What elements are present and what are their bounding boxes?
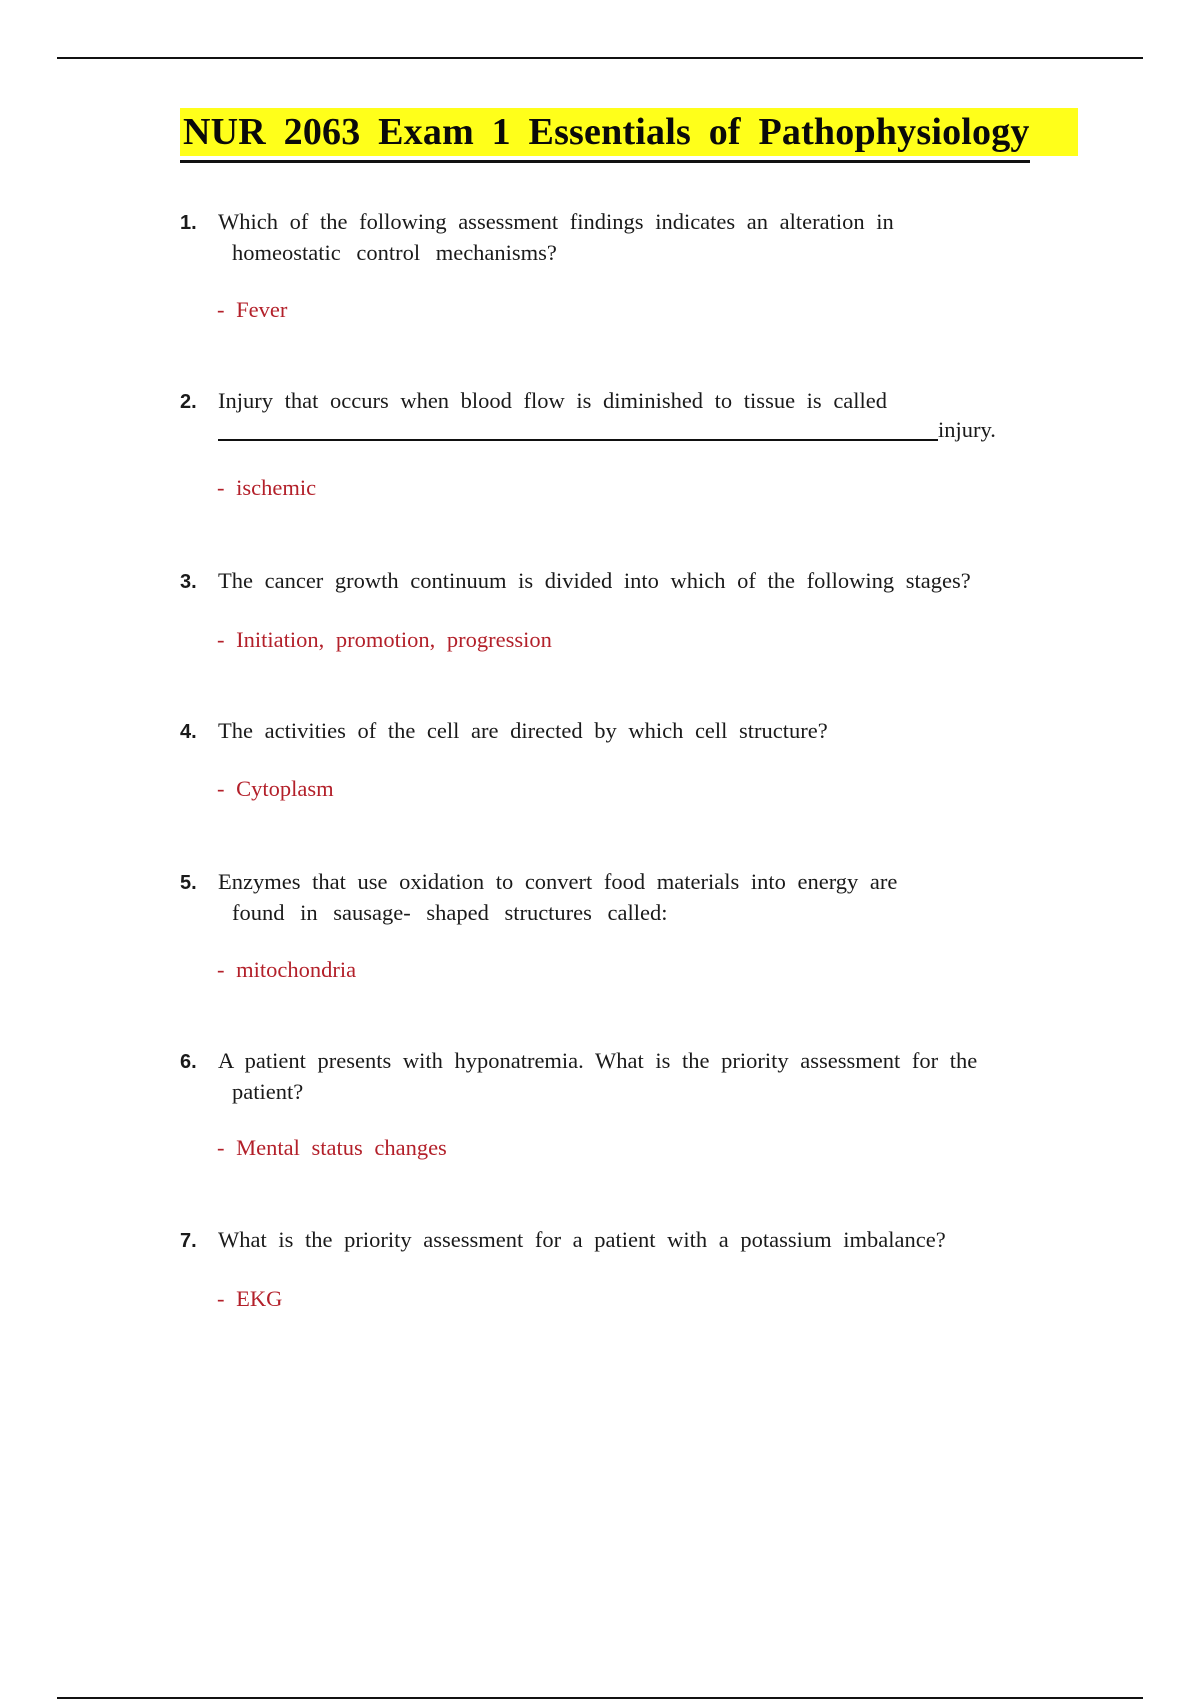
question-2	[180, 386, 1084, 417]
question-number: 4.	[180, 721, 197, 743]
question-1	[180, 207, 1084, 267]
question-text: Injury that occurs when blood flow is diminished to tissue is called	[218, 388, 888, 413]
question-text: What is the priority assessment for a patient with a potassium imbalance?	[218, 1227, 946, 1252]
question-7	[180, 1225, 1084, 1256]
question-number: 5.	[180, 872, 197, 894]
question-text: Which of the following assessment findings indicates an alteration in	[218, 209, 894, 234]
question-text-continued: patient?	[232, 1079, 304, 1104]
question-3	[180, 566, 1084, 597]
question-text: The activities of the cell are directed by which cell structure?	[218, 718, 828, 743]
document-title-block	[180, 108, 1078, 156]
question-number: 6.	[180, 1051, 197, 1073]
question-text: The cancer growth continuum is divided into which of the following stages?	[218, 568, 971, 593]
answer-6: - Mental status changes	[217, 1135, 447, 1160]
answer-1: - Fever	[217, 297, 288, 322]
question-number: 2.	[180, 391, 197, 413]
question-number: 1.	[180, 212, 197, 234]
question-4	[180, 716, 1084, 747]
question-text-continued: injury.	[938, 417, 996, 442]
answer-4: - Cytoplasm	[217, 776, 334, 801]
answer-5: - mitochondria	[217, 957, 357, 982]
title-underline	[180, 160, 1030, 163]
question-text-continued: found in sausage- shaped structures called:	[232, 900, 668, 925]
question-6	[180, 1046, 1084, 1106]
question-text-continued: homeostatic control mechanisms?	[232, 240, 557, 265]
fill-in-blank-line	[218, 439, 938, 441]
question-number: 3.	[180, 571, 197, 593]
question-number: 7.	[180, 1230, 197, 1252]
question-text: Enzymes that use oxidation to convert food materials into energy are	[218, 869, 898, 894]
top-rule	[57, 57, 1143, 59]
question-5	[180, 867, 1084, 927]
answer-2: - ischemic	[217, 475, 317, 500]
question-text: A patient presents with hyponatremia. What is the priority assessment for the	[218, 1048, 978, 1073]
bottom-rule	[57, 1697, 1143, 1699]
document-title: NUR 2063 Exam 1 Essentials of Pathophysiology	[180, 108, 1078, 156]
answer-7: - EKG	[217, 1286, 283, 1311]
answer-3: - Initiation, promotion, progression	[217, 627, 552, 652]
